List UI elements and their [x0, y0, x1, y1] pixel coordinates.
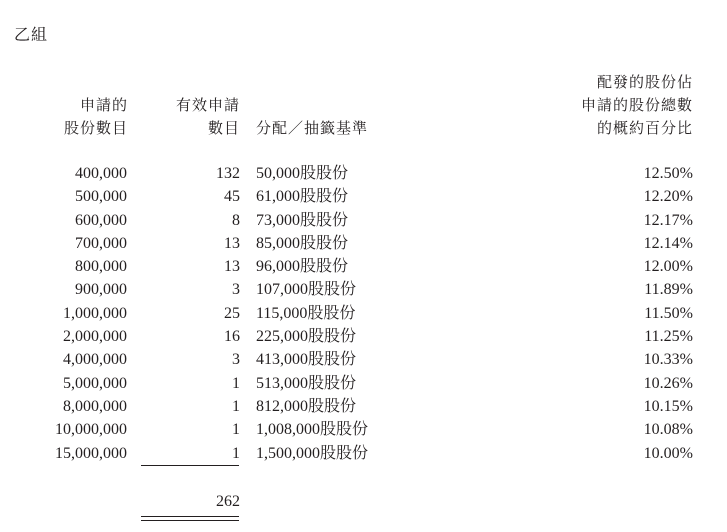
total-applications: 262 [216, 493, 240, 510]
allocation-basis-cell: 107,000股股份 [256, 281, 357, 299]
table-row [0, 185, 727, 208]
table-row [0, 232, 727, 255]
shares-applied-cell: 400,000 [75, 165, 127, 182]
table-row [0, 348, 727, 371]
shares-applied-cell: 8,000,000 [63, 397, 127, 415]
shares-applied-cell: 700,000 [75, 234, 127, 252]
approx-percentage-cell: 10.08% [643, 421, 693, 439]
valid-applications-cell: 16 [224, 328, 240, 346]
shares-applied-cell: 15,000,000 [55, 444, 127, 462]
shares-applied-cell: 10,000,000 [55, 421, 127, 439]
approx-percentage-cell: 12.14% [643, 234, 693, 252]
table-row [0, 418, 727, 441]
valid-applications-cell: 3 [232, 351, 240, 369]
shares-applied-cell: 500,000 [75, 188, 127, 206]
valid-applications-cell: 1 [232, 421, 240, 439]
header-approx-percentage-line1: 配發的股份佔 [596, 73, 693, 91]
allocation-basis-cell: 413,000股股份 [256, 351, 357, 369]
approx-percentage-cell: 10.15% [643, 397, 693, 415]
approx-percentage-cell: 12.17% [643, 211, 693, 229]
allocation-basis-cell: 1,500,000股股份 [256, 444, 369, 462]
header-approx-percentage-line3: 的概約百分比 [596, 119, 693, 137]
header-shares-applied-line1: 申請的 [79, 96, 128, 114]
header-approx-percentage-line2: 申請的股份總數 [580, 96, 693, 114]
valid-applications-cell: 13 [224, 234, 240, 252]
approx-percentage-cell: 10.33% [643, 351, 693, 369]
shares-applied-cell: 800,000 [75, 258, 127, 276]
header-approx-percentage [581, 71, 693, 140]
approx-percentage-cell: 11.50% [644, 304, 693, 322]
allocation-basis-cell: 225,000股股份 [256, 328, 357, 346]
shares-applied-cell: 1,000,000 [63, 304, 127, 322]
allocation-basis-cell: 73,000股股份 [256, 211, 349, 229]
header-allocation-basis: 分配／抽籤基準 [256, 119, 369, 137]
total-double-rule-top [141, 516, 239, 517]
allocation-basis-cell: 1,008,000股股份 [256, 421, 369, 439]
approx-percentage-cell: 12.20% [643, 188, 693, 206]
subtotal-rule [141, 465, 239, 466]
valid-applications-cell: 1 [232, 397, 240, 415]
table-row [0, 162, 727, 185]
valid-applications-cell: 1 [232, 374, 240, 392]
valid-applications-cell: 8 [232, 211, 240, 229]
approx-percentage-cell: 11.25% [644, 328, 693, 346]
header-valid-applications [150, 94, 240, 140]
valid-applications-cell: 3 [232, 281, 240, 299]
shares-applied-cell: 4,000,000 [63, 351, 127, 369]
header-valid-applications-line2: 數目 [207, 119, 240, 137]
table-row [0, 278, 727, 301]
allocation-basis-cell: 513,000股股份 [256, 374, 357, 392]
table-row [0, 442, 727, 465]
allocation-basis-cell: 85,000股股份 [256, 234, 349, 252]
shares-applied-cell: 600,000 [75, 211, 127, 229]
valid-applications-cell: 132 [216, 165, 240, 182]
allocation-table-body [0, 162, 727, 465]
table-row [0, 372, 727, 395]
allocation-basis-cell: 50,000股股份 [256, 165, 349, 182]
shares-applied-cell: 2,000,000 [63, 328, 127, 346]
approx-percentage-cell: 11.89% [644, 281, 693, 299]
approx-percentage-cell: 10.00% [643, 444, 693, 462]
table-row [0, 255, 727, 278]
table-row [0, 302, 727, 325]
allocation-basis-cell: 812,000股股份 [256, 397, 357, 415]
group-title: 乙組 [14, 25, 49, 44]
approx-percentage-cell: 12.50% [643, 165, 693, 182]
header-valid-applications-line1: 有效申請 [175, 96, 240, 114]
table-row [0, 325, 727, 348]
total-double-rule-bottom [141, 520, 239, 521]
shares-applied-cell: 5,000,000 [63, 374, 127, 392]
table-row [0, 209, 727, 232]
table-row [0, 395, 727, 418]
allocation-basis-cell: 61,000股股份 [256, 188, 349, 206]
header-shares-applied-line2: 股份數目 [63, 119, 128, 137]
allocation-basis-cell: 115,000股股份 [256, 304, 356, 322]
valid-applications-cell: 25 [224, 304, 240, 322]
valid-applications-cell: 1 [232, 444, 240, 462]
valid-applications-cell: 13 [224, 258, 240, 276]
approx-percentage-cell: 12.00% [643, 258, 693, 276]
approx-percentage-cell: 10.26% [643, 374, 693, 392]
shares-applied-cell: 900,000 [75, 281, 127, 299]
allocation-basis-cell: 96,000股股份 [256, 258, 349, 276]
valid-applications-cell: 45 [224, 188, 240, 206]
header-shares-applied [40, 94, 128, 140]
